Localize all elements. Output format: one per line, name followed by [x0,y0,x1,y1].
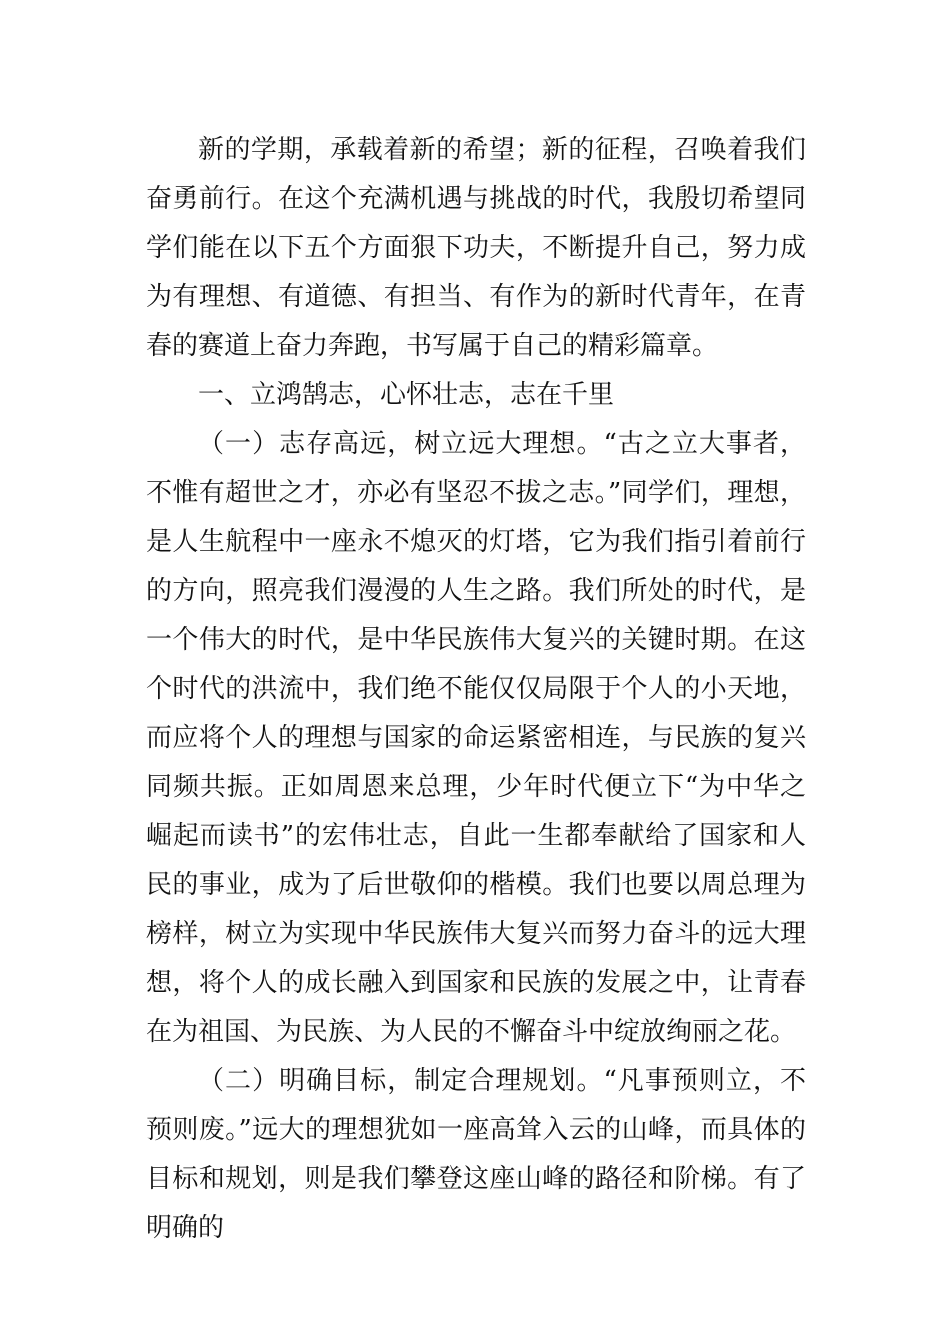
section-paragraph-2: （二）明确目标，制定合理规划。“凡事预则立，不预则废。”远大的理想犹如一座高耸入云的山峰，而具体的目标和规划，则是我们攀登这座山峰的路径和阶梯。有了明确的 [146,1066,806,1243]
section-heading: 一、立鸿鹄志，心怀壮志，志在千里 [198,380,615,410]
document-body [146,126,806,1253]
intro-paragraph: 新的学期，承载着新的希望；新的征程，召唤着我们奋勇前行。在这个充满机遇与挑战的时代，我殷切希望同学们能在以下五个方面狠下功夫，不断提升自己，努力成为有理想、有道德、有担当、有作为的新时代青年，在青春的赛道上奋力奔跑，书写属于自己的精彩篇章。 [146,135,806,361]
section-paragraph-1: （一）志存高远，树立远大理想。“古之立大事者，不惟有超世之才，亦必有坚忍不拔之志。”同学们，理想，是人生航程中一座永不熄灭的灯塔，它为我们指引着前行的方向，照亮我们漫漫的人生之路。我们所处的时代，是一个伟大的时代，是中华民族伟大复兴的关键时期。在这个时代的洪流中，我们绝不能仅仅局限于个人的小天地，而应将个人的理想与国家的命运紧密相连，与民族的复兴同频共振。正如周恩来总理，少年时代便立下“为中华之崛起而读书”的宏伟壮志，自此一生都奉献给了国家和人民的事业，成为了后世敬仰的楷模。我们也要以周总理为榜样，树立为实现中华民族伟大复兴而努力奋斗的远大理想，将个人的成长融入到国家和民族的发展之中，让青春在为祖国、为民族、为人民的不懈奋斗中绽放绚丽之花。 [146,429,806,1047]
